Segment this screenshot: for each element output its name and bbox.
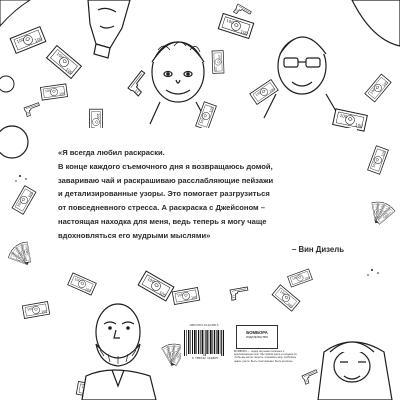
quote-line: от повседневного стресса. А раскраска с Джейсоном – <box>58 203 266 213</box>
quote-line: и детализированные узоры. Это помогает разгрузиться <box>58 189 270 199</box>
imprint-text: БОМБОРА — лидер на рынке полезных и вдохновляющих книг. Мы любим книги и создаем их, чтобы вы могли творить, открывать мир, пробовать новое, расти. Быть счастливыми. Быть на волне. <box>234 350 298 363</box>
barcode-number: 9 785042 113805 <box>191 356 219 360</box>
quote-line: завариваю чай и раскрашиваю расслабляющие пейзажи <box>58 175 274 185</box>
quote-text <box>58 146 348 243</box>
quote-line: вдохновляться его мудрыми мыслями» <box>58 230 211 240</box>
publisher-name: БОМБОРА <box>246 330 268 335</box>
isbn-label: ISBN 978-5-04-211380-5 <box>189 324 219 327</box>
quote-line: настоящая находка для меня, ведь теперь я могу чаще <box>58 216 267 226</box>
quote-line: В конце каждого съемочного дня я возвращаюсь домой, <box>58 161 273 171</box>
figure-bottom-right <box>318 342 392 400</box>
publisher-logo <box>236 325 278 349</box>
barcode-icon <box>184 330 224 356</box>
quote-line: «Я всегда любил раскраски. <box>58 148 165 157</box>
quote-author: – Вин Дизель <box>291 245 344 254</box>
publisher-subtitle: ИЗДАТЕЛЬСТВО <box>245 335 268 339</box>
